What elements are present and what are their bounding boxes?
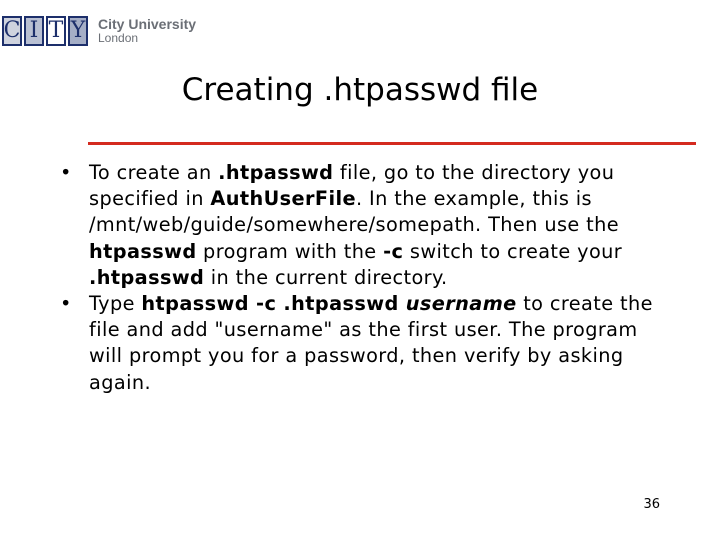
text-run: . In the example, this is /mnt/web/guide/somewhere/somepath. Then use the	[89, 187, 620, 237]
text-run: .htpasswd	[89, 265, 205, 289]
logo-letter-i: I	[24, 16, 44, 46]
text-run: Type	[89, 292, 142, 316]
bullet-item	[56, 291, 666, 396]
bullet-list	[56, 160, 666, 396]
logo-letter-c: C	[2, 16, 22, 46]
university-logo	[2, 14, 196, 48]
page-number: 36	[643, 497, 660, 512]
logo-letter-y: Y	[68, 16, 88, 46]
text-run: To create an	[89, 161, 219, 184]
text-run: AuthUserFile	[210, 187, 356, 211]
text-run: to create the file and add "username" as the first user. The program will prompt you for a password, then verify by asking again.	[89, 292, 653, 394]
text-run: -c	[383, 239, 404, 263]
logo-wordmark	[98, 17, 196, 44]
logo-letter-boxes	[2, 16, 88, 46]
text-run: htpasswd	[89, 239, 197, 263]
bullet-dot-icon: •	[60, 292, 72, 316]
text-run: switch to create your	[403, 239, 623, 263]
text-run: in the current directory.	[204, 265, 448, 289]
bullet-item	[56, 160, 666, 291]
text-run: program with the	[196, 239, 384, 263]
bullet-dot-icon: •	[60, 161, 72, 184]
bullet-text	[89, 292, 653, 394]
text-run: htpasswd -c .htpasswd	[141, 292, 406, 316]
title-divider	[88, 142, 696, 145]
bullet-text	[89, 161, 622, 289]
logo-subtitle: London	[98, 31, 139, 46]
logo-name: City University	[98, 16, 197, 33]
text-run: username	[405, 292, 517, 316]
logo-letter-t: T	[46, 16, 66, 46]
slide-title: Creating .htpasswd file	[181, 72, 539, 108]
text-run: .htpasswd	[218, 161, 334, 184]
text-run: file, go to the directory you specified in	[89, 161, 615, 211]
